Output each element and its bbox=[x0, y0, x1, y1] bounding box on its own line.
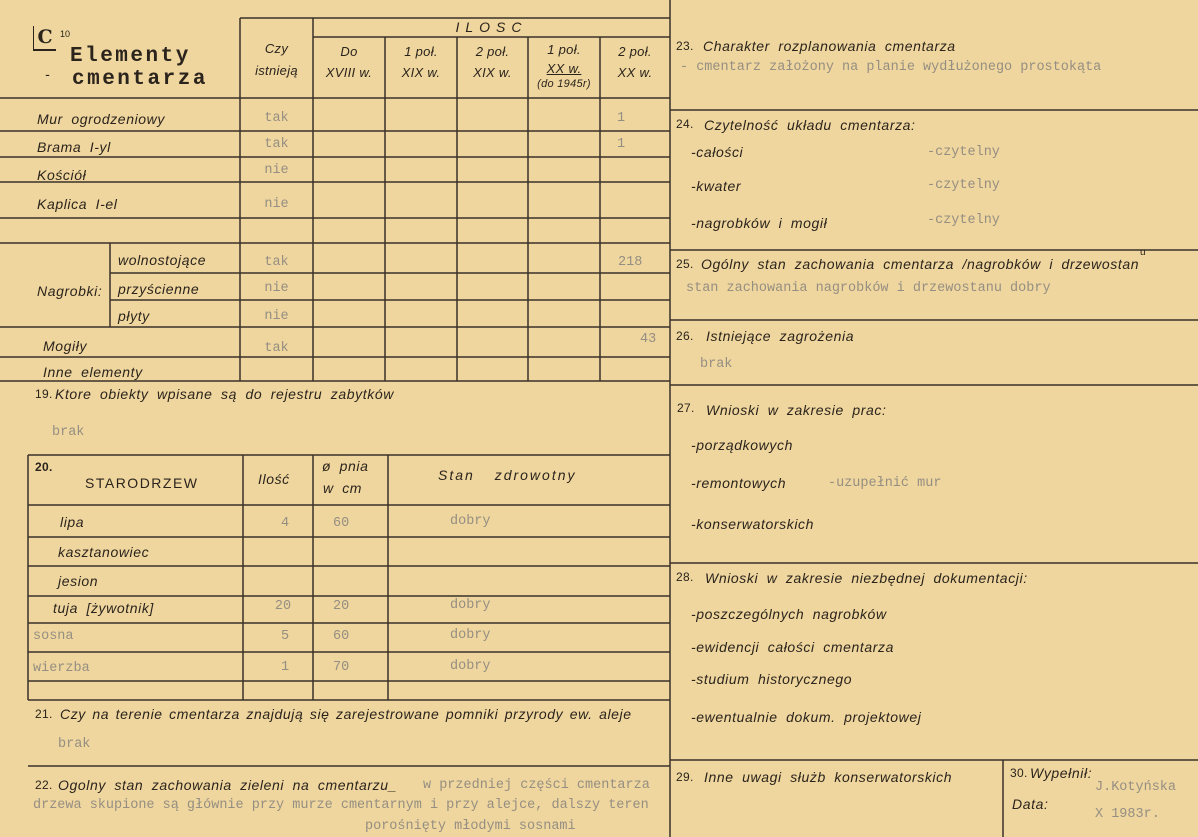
element-label: Kaplica I-el bbox=[37, 196, 118, 212]
diameter-header-line2: w cm bbox=[323, 480, 363, 496]
tree-diameter: 60 bbox=[333, 629, 350, 644]
tree-diameter: 70 bbox=[333, 660, 350, 675]
tree-species: lipa bbox=[60, 514, 85, 530]
element-exists-value: nie bbox=[264, 281, 289, 296]
section-answer-line: porośnięty młodymi sosnami bbox=[365, 819, 576, 834]
period-header-line2: XX w. bbox=[617, 65, 653, 80]
diameter-header-line1: ø pnia bbox=[322, 458, 369, 474]
tombstone-type-label: przyścienne bbox=[118, 281, 200, 297]
tree-health: dobry bbox=[450, 514, 491, 529]
element-exists-value: tak bbox=[264, 111, 289, 126]
period-header-line2: XIX w. bbox=[473, 65, 512, 80]
section-title: Charakter rozplanowania cmentarza bbox=[703, 38, 956, 54]
tombstones-label: Nagrobki: bbox=[37, 283, 103, 299]
tree-species: jesion bbox=[58, 573, 99, 589]
section-number: 24. bbox=[676, 117, 694, 131]
documentation-item: -ewidencji całości cmentarza bbox=[691, 639, 894, 655]
section-number: 20. bbox=[35, 460, 53, 474]
tombstone-type-label: płyty bbox=[118, 308, 150, 324]
element-label: Kościół bbox=[37, 167, 87, 183]
tree-quantity: 5 bbox=[280, 629, 290, 644]
form-code-number: 10 bbox=[60, 29, 71, 39]
section-answer: - cmentarz założony na planie wydłużonego prostokąta bbox=[680, 60, 1102, 75]
tombstone-type-label: wolnostojące bbox=[118, 252, 207, 268]
tree-quantity: 4 bbox=[280, 516, 290, 531]
element-count-value: 43 bbox=[640, 332, 657, 347]
tree-species: sosna bbox=[33, 629, 74, 644]
element-count-value: 1 bbox=[617, 111, 626, 126]
tree-health: dobry bbox=[450, 628, 491, 643]
date-label: Data: bbox=[1012, 796, 1049, 812]
element-label: Mogiły bbox=[43, 338, 88, 354]
section-number: 27. bbox=[677, 401, 695, 415]
section-title: Ogolny stan zachowania zieleni na cmentarzu_ bbox=[58, 777, 398, 793]
section-title: Ktore obiekty wpisane są do rejestru zabytków bbox=[55, 386, 394, 402]
section-title: Wnioski w zakresie prac: bbox=[706, 402, 887, 418]
section-answer-line: w przedniej części cmentarza bbox=[423, 778, 650, 793]
tree-species: kasztanowiec bbox=[58, 544, 150, 560]
tree-health: dobry bbox=[450, 659, 491, 674]
section-title: Czytelność układu cmentarza: bbox=[704, 117, 916, 133]
table-title-line1: Elementy bbox=[70, 45, 191, 68]
tree-diameter: 20 bbox=[333, 599, 350, 614]
period-header-line1: 2 poł. bbox=[618, 44, 652, 59]
readability-item-label: -całości bbox=[691, 144, 744, 160]
readability-item-label: -kwater bbox=[691, 178, 742, 194]
section-number: 21. bbox=[35, 707, 53, 721]
exists-header-line2: istnieją bbox=[255, 63, 298, 78]
work-item-value: -uzupełnić mur bbox=[828, 476, 942, 491]
documentation-item: -ewentualnie dokum. projektowej bbox=[691, 709, 922, 725]
exists-header-line1: Czy bbox=[264, 41, 289, 56]
species-header: STARODRZEW bbox=[85, 475, 199, 491]
health-header: Stan zdrowotny bbox=[438, 467, 577, 483]
readability-item-label: -nagrobków i mogił bbox=[691, 215, 828, 231]
documentation-item: -poszczególnych nagrobków bbox=[691, 606, 887, 622]
period-header-line1: 2 poł. bbox=[475, 44, 510, 59]
element-exists-value: nie bbox=[264, 309, 289, 324]
documentation-item: -studium historycznego bbox=[691, 671, 853, 687]
section-number: 19. bbox=[35, 387, 53, 401]
section-number: 29. bbox=[676, 770, 694, 784]
section-number: 26. bbox=[676, 329, 694, 343]
section-title: Wnioski w zakresie niezbędnej dokumentacji: bbox=[705, 570, 1028, 586]
work-item-label: -remontowych bbox=[691, 475, 787, 491]
section-number: 30. bbox=[1010, 766, 1028, 780]
period-header-line1: 1 poł. bbox=[404, 44, 438, 59]
section-answer-line: drzewa skupione są głównie przy murze cmentarnym i przy alejce, dalszy teren bbox=[33, 798, 649, 813]
section-number: 25. bbox=[676, 257, 694, 271]
tree-species: wierzba bbox=[33, 661, 90, 676]
section-answer: brak bbox=[58, 737, 91, 752]
form-code-letter: C bbox=[33, 26, 56, 51]
element-label: Mur ogrodzeniowy bbox=[37, 111, 165, 127]
section-title: Inne uwagi służb konserwatorskich bbox=[704, 769, 953, 785]
section-answer: brak bbox=[700, 357, 733, 372]
element-exists-value: nie bbox=[264, 197, 289, 212]
quantity-header: Ilość bbox=[258, 471, 290, 487]
section-title: Ogólny stan zachowania cmentarza /nagrobków i drzewostan bbox=[701, 256, 1140, 272]
work-item-label: -konserwatorskich bbox=[691, 516, 815, 532]
tree-species: tuja [żywotnik] bbox=[53, 600, 154, 616]
readability-item-value: -czytelny bbox=[927, 178, 1000, 193]
date-value: X 1983r. bbox=[1095, 807, 1160, 822]
period-header-line1: 1 poł. bbox=[547, 42, 581, 57]
readability-item-value: -czytelny bbox=[927, 213, 1000, 228]
readability-item-value: -czytelny bbox=[927, 145, 1000, 160]
filled-by-value: J.Kotyńska bbox=[1095, 780, 1177, 795]
period-header-line3: (do 1945r) bbox=[537, 78, 591, 90]
element-exists-value: tak bbox=[264, 341, 289, 356]
section-number: 22. bbox=[35, 778, 53, 792]
period-header-line2: XVIII w. bbox=[325, 65, 373, 80]
period-header-line2: XX w. bbox=[546, 61, 582, 76]
work-item-label: -porządkowych bbox=[691, 437, 793, 453]
tree-health: dobry bbox=[450, 598, 491, 613]
section-answer: stan zachowania nagrobków i drzewostanu dobry bbox=[686, 281, 1051, 296]
section-number: 28. bbox=[676, 570, 694, 584]
section-title: Istniejące zagrożenia bbox=[706, 328, 855, 344]
element-exists-value: tak bbox=[264, 137, 289, 152]
tree-quantity: 1 bbox=[280, 660, 290, 675]
element-exists-value: tak bbox=[264, 255, 289, 270]
section-title: Czy na terenie cmentarza znajdują się zarejestrowane pomniki przyrody ew. aleje bbox=[60, 706, 632, 722]
element-label: Inne elementy bbox=[43, 364, 143, 380]
tree-diameter: 60 bbox=[333, 516, 350, 531]
table-title-line2: cmentarza bbox=[72, 68, 208, 91]
element-label: Brama I-yl bbox=[37, 139, 111, 155]
filled-by-label: Wypełnił: bbox=[1030, 765, 1093, 781]
element-exists-value: nie bbox=[264, 163, 289, 178]
period-header-line2: XIX w. bbox=[401, 65, 441, 80]
title-correction-mark: u bbox=[1140, 247, 1146, 258]
section-number: 23. bbox=[676, 39, 694, 53]
quantity-header: ILOSC bbox=[455, 19, 528, 35]
element-count-value: 218 bbox=[618, 255, 643, 270]
period-header-line1: Do bbox=[340, 44, 358, 59]
element-count-value: 1 bbox=[617, 137, 626, 152]
tree-quantity: 20 bbox=[274, 599, 292, 614]
corner-dash: - bbox=[45, 66, 51, 82]
section-answer: brak bbox=[52, 425, 85, 440]
